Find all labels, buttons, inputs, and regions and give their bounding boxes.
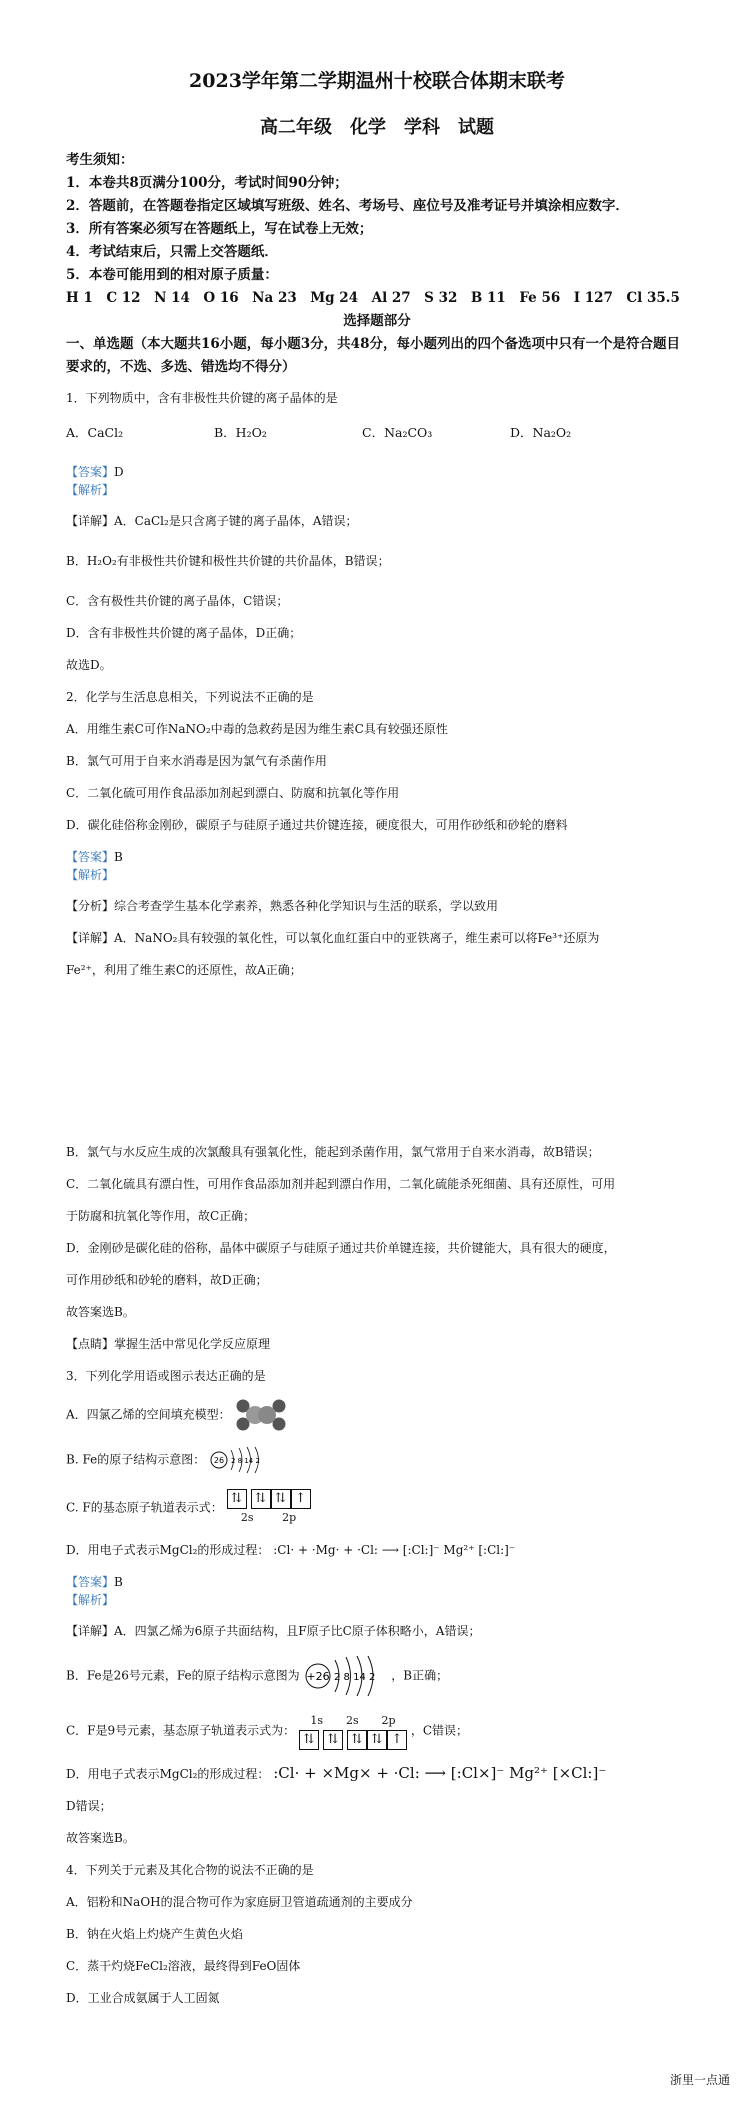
analysis-label: 【解析】 [66,868,115,882]
q3-option-c-text: C. F的基态原子轨道表示式： [66,1500,223,1515]
q4-option-c: C．蒸干灼烧FeCl₂溶液，最终得到FeO固体 [66,1959,301,1973]
q1-answer [66,463,688,481]
notice-item: 5．本卷可能用到的相对原子质量： [66,267,278,283]
orbital-label: 2s [240,1511,254,1524]
q1-option-d: D．Na₂O₂ [510,425,572,440]
orbital-diagram [299,1712,407,1750]
q3-answer-value: B [114,1575,123,1589]
q3-option-b-text: B. Fe的原子结构示意图： [66,1452,206,1467]
q3-detail-c [66,1712,688,1750]
orbital-box: ⇅ [367,1730,387,1750]
orbital-box: ⇅ [299,1730,319,1750]
q3-detail-b [66,1654,688,1698]
q3-detail-c-text: C．F是9号元素，基态原子轨道表示式为： [66,1723,296,1738]
q2-analysis: 【分析】综合考查学生基本化学素养，熟悉各种化学知识与生活的联系，学以致用 [66,899,499,913]
notice-item: 2．答题前，在答题卷指定区域填写班级、姓名、考场号、座位号及准考证号并填涂相应数字． [66,198,629,214]
q3-option-a [66,1399,688,1431]
notice-block [66,149,688,379]
q4-option-b: B．钠在火焰上灼烧产生黄色火焰 [66,1927,243,1941]
notice-item: 3．所有答案必须写在答题纸上，写在试卷上无效； [66,221,373,237]
q3-option-b [66,1445,688,1475]
notice-heading: 考生须知： [66,152,134,168]
orbital-label: 2p [282,1511,297,1524]
answer-label: 【答案】 [66,465,115,479]
q3-option-a-text: A．四氯乙烯的空间填充模型： [66,1407,231,1422]
q3-detail-c-end: ，C错误； [410,1723,468,1738]
orbital-box: ⇅ [347,1730,367,1750]
q3-option-c [66,1489,688,1527]
q4-option-a: A．铝粉和NaOH的混合物可作为家庭厨卫管道疏通剂的主要成分 [66,1895,413,1909]
q3-detail-d-text: D．用电子式表示MgCl₂的形成过程： [66,1767,270,1781]
q3-detail-b-end: ，B正确； [391,1668,449,1683]
answer-label: 【答案】 [66,850,115,864]
q2-detail: 可作用砂纸和砂轮的磨料，故D正确； [66,1273,268,1287]
q3-option-d [66,1541,688,1559]
q1-option-b: B．H₂O₂ [214,425,267,440]
orbital-label: 2p [381,1714,396,1727]
electron-formula-short: :Cl· + ·Mg· + ·Cl: ⟶ [:Cl:]⁻ Mg²⁺ [:Cl:]⁻ [273,1543,516,1557]
q1-detail: 【详解】A．CaCl₂是只含离子键的离子晶体，A错误； [66,514,358,528]
q1-detail: C．含有极性共价键的离子晶体，C错误； [66,594,289,608]
exam-subtitle: 高二年级 化学 学科 试题 [260,117,494,138]
orbital-box: ⇅ [251,1489,271,1509]
q2-option-c: C．二氧化硫可用作食品添加剂起到漂白、防腐和抗氧化等作用 [66,786,400,800]
section-heading: 一、单选题（本大题共16小题，每小题3分，共48分，每小题列出的四个备选项中只有一个是符合题目要求的，不选、多选、错选均不得分） [66,336,680,375]
fe-nucleus-small: 26 [213,1456,225,1465]
orbital-box: ↑ [291,1489,311,1509]
q1-option-c: C．Na₂CO₃ [362,425,433,440]
orbital-box: ⇅ [271,1489,291,1509]
section-title: 选择题部分 [343,313,411,329]
fe-nucleus: +26 [306,1670,331,1683]
q1-detail: 故选D。 [66,658,112,672]
q2-detail: 于防腐和抗氧化等作用，故C正确； [66,1209,256,1223]
answer-label: 【答案】 [66,1575,115,1589]
q3-answer [66,1573,688,1591]
fe-atom-structure-small [209,1445,269,1475]
q3-detail: 【详解】A．四氯乙烯为6原子共面结构，且F原子比C原子体积略小，A错误； [66,1624,481,1638]
q3-conclusion: 故答案选B。 [66,1831,135,1845]
electron-formula-full: :Cl· + ×Mg× + ·Cl: ⟶ [:Cl×]⁻ Mg²⁺ [×Cl:]⁻ [273,1764,607,1782]
q3-option-d-text: D．用电子式表示MgCl₂的形成过程： [66,1543,270,1557]
notice-item: 4．考试结束后，只需上交答题纸． [66,244,278,260]
q3-detail-d [66,1764,688,1783]
fe-atom-structure [303,1654,387,1698]
analysis-label: 【解析】 [66,1593,115,1607]
blank-space [66,979,688,1129]
atomic-masses: H 1 C 12 N 14 O 16 Na 23 Mg 24 Al 27 S 32 B 11 Fe 56 I 127 Cl 35.5 [66,290,680,306]
orbital-box: ↑ [387,1730,407,1750]
q1-detail: B．H₂O₂有非极性共价键和极性共价键的共价晶体，B错误； [66,554,390,568]
q2-detail: 【详解】A．NaNO₂具有较强的氧化性，可以氧化血红蛋白中的亚铁离子，维生素可以将Fe³⁺还原为 [66,931,600,945]
q1-answer-value: D [114,465,124,479]
orbital-label: 1s [310,1714,324,1727]
q1-options [66,423,688,441]
fe-shells: 2 8 14 2 [334,1672,376,1683]
q1-option-a: A．CaCl₂ [66,425,124,440]
q2-detail: 故答案选B。 [66,1305,135,1319]
q4-stem: 4．下列关于元素及其化合物的说法不正确的是 [66,1863,314,1877]
q3-detail: D错误； [66,1799,112,1813]
orbital-label: 2s [345,1714,359,1727]
q3-stem: 3．下列化学用语或图示表达正确的是 [66,1369,266,1383]
watermark-footer: 浙里一点通 [669,2073,730,2087]
orbital-diagram-small [227,1489,311,1527]
exam-title: 2023学年第二学期温州十校联合体期末联考 [189,70,565,92]
q2-detail: Fe²⁺，利用了维生素C的还原性，故A正确； [66,963,302,977]
q2-answer-value: B [114,850,123,864]
q2-detail: C．二氧化硫具有漂白性，可用作食品添加剂并起到漂白作用，二氧化硫能杀死细菌、具有还原性，可用 [66,1177,616,1191]
q2-detail: B．氯气与水反应生成的次氯酸具有强氧化性，能起到杀菌作用，氯气常用于自来水消毒，故B错误； [66,1145,600,1159]
orbital-box: ⇅ [323,1730,343,1750]
notice-item: 1．本卷共8页满分100分，考试时间90分钟； [66,175,348,191]
space-filling-model-icon [235,1399,287,1431]
orbital-box: ⇅ [227,1489,247,1509]
q2-option-a: A．用维生素C可作NaNO₂中毒的急救药是因为维生素C具有较强还原性 [66,722,448,736]
q2-option-d: D．碳化硅俗称金刚砂，碳原子与硅原子通过共价键连接，硬度很大，可用作砂纸和砂轮的磨料 [66,818,568,832]
q4-option-d: D．工业合成氨属于人工固氮 [66,1991,220,2005]
q2-point: 【点睛】掌握生活中常见化学反应原理 [66,1337,271,1351]
q2-option-b: B．氯气可用于自来水消毒是因为氯气有杀菌作用 [66,754,327,768]
q2-stem: 2．化学与生活息息相关，下列说法不正确的是 [66,690,314,704]
q1-detail: D．含有非极性共价键的离子晶体，D正确； [66,626,302,640]
q2-detail: D．金刚砂是碳化硅的俗称，晶体中碳原子与硅原子通过共价单键连接，共价键能大，具有很大的硬度， [66,1241,616,1255]
fe-shells-small: 2 8 14 2 [231,1457,261,1465]
analysis-label: 【解析】 [66,483,115,497]
q2-answer [66,848,688,866]
q1-stem: 1．下列物质中，含有非极性共价键的离子晶体的是 [66,391,338,405]
q3-detail-b-text: B．Fe是26号元素，Fe的原子结构示意图为 [66,1668,300,1683]
